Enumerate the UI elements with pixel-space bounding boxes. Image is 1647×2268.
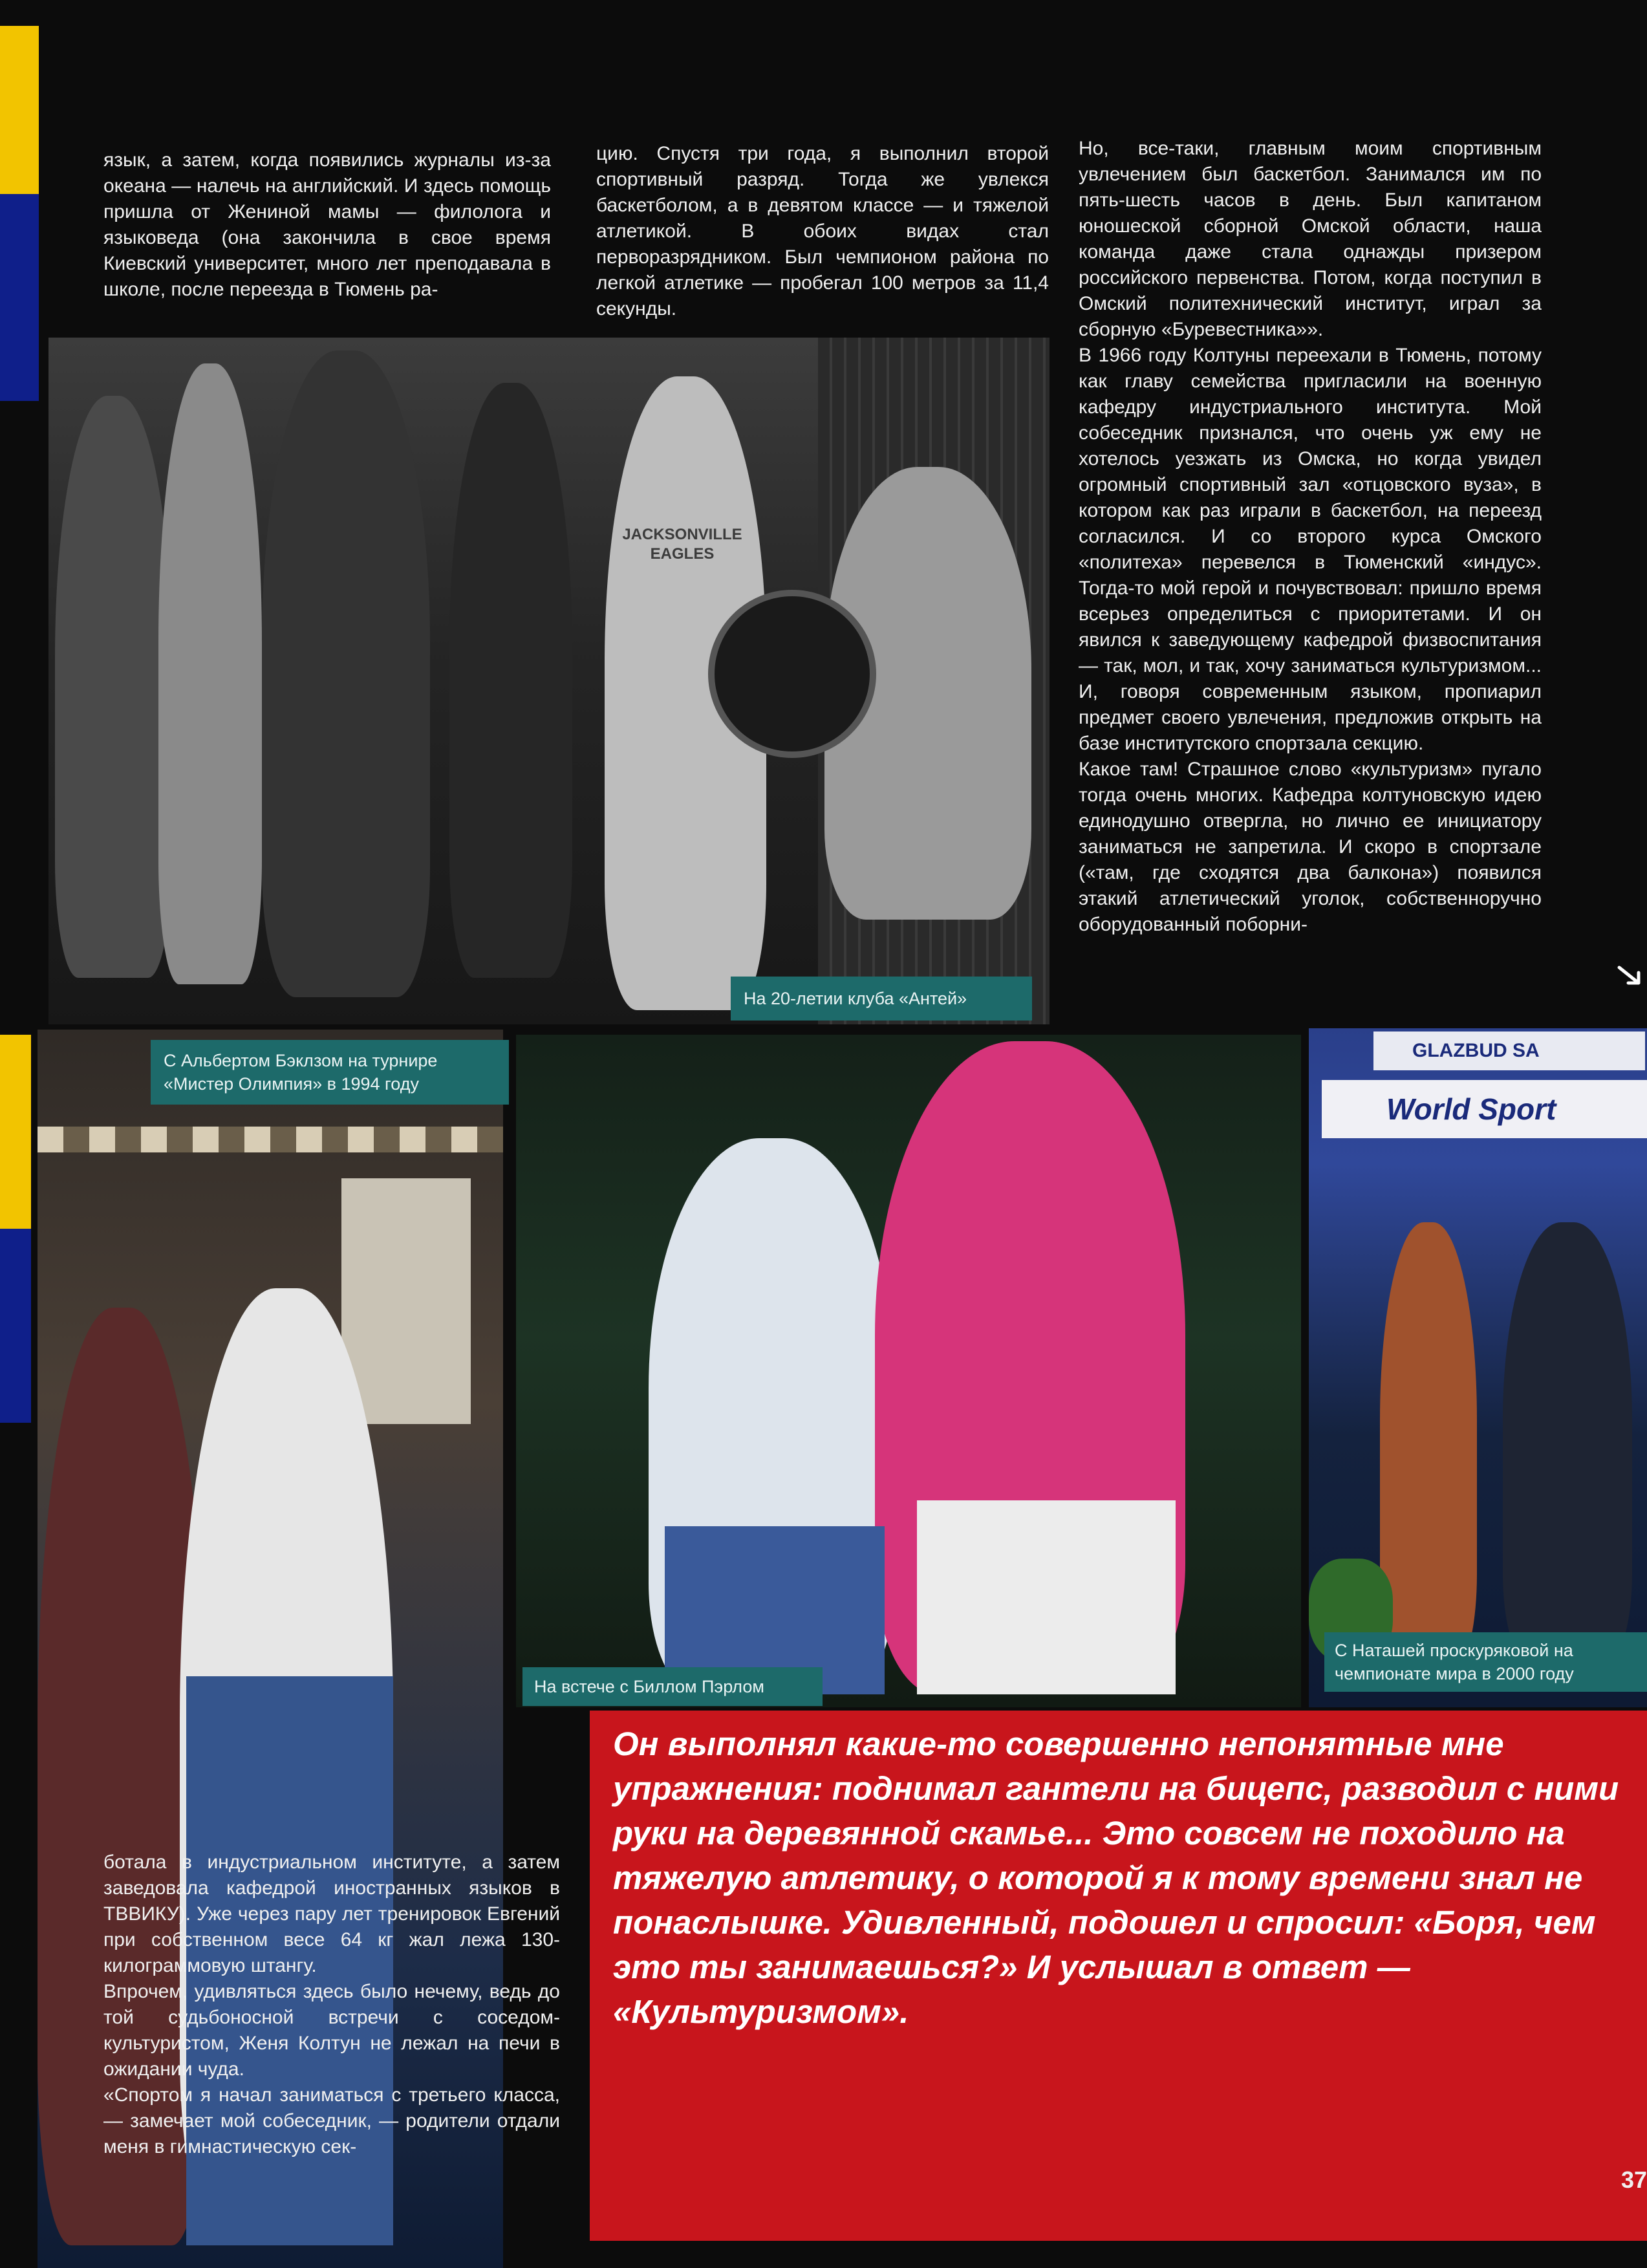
- photo-club-anniversary: [48, 338, 1050, 1024]
- paragraph: цию. Спустя три года, я выполнил второй спортивный разряд. Тогда же увлекся баскетболом, а в девятом классе — и тяжелой атлетикой. В обоих видах стал перворазрядником. Был чемпионом района по легкой атлетике — пробегал 100 метров за 11,4 секунды.: [596, 143, 1049, 319]
- person-silhouette: [55, 396, 171, 978]
- door: [341, 1178, 471, 1424]
- caption-pearl: На встече с Биллом Пэрлом: [522, 1667, 823, 1706]
- paragraph: Впрочем, удивляться здесь было нечему, ведь до той судьбоносной встречи с соседом-культуристом, Женя Колтун не лежал на печи в ожидании чуда.: [103, 1981, 560, 2080]
- paragraph: В 1966 году Колтуны переехали в Тюмень, потому как главу семейства пригласили на военную кафедру индустриального института. Мой собеседник признался, что очень уж ему не хотелось уезжать из Омска, но когда увидел огромный спортивный зал «отцовского вуза», в котором как раз играли в баскетбол, на переезд согласился. И со второго курса Омского «политеха» перевелся в Тюменский «индус». Тогда-то мой герой и почувствовал: пришло время всерьез определиться с приоритетами. И он явился к заведующему кафедрой физвоспитания — так, мол, и так, хочу заниматься культуризмом... И, говоря современным языком, пропиарил предмет своего увлечения, предложив открыть на базе институтского спортзала секцию.: [1079, 345, 1542, 754]
- page-number: 37: [1620, 2166, 1647, 2193]
- blue-stripe-lower: [0, 1229, 31, 1423]
- pull-quote: Он выполнял какие-то совершенно непонятные мне упражнения: поднимал гантели на бицепс, разводил с ними руки на деревянной скамье... Это совсем не походило на тяжелую атлетику, о которой я к тому времени знал не понаслышке. Удивленный, подошел и спросил: «Боря, чем это ты занимаешься?» И услышал в ответ — «Культуризмом».: [613, 1725, 1619, 2030]
- yellow-stripe-lower: [0, 1035, 31, 1229]
- yellow-stripe: [0, 26, 39, 194]
- paragraph: Но, все-таки, главным моим спортивным увлечением был баскетбол. Занимался им по пять-шесть часов в день. Был капитаном юношеской сборной Омской области, наша команда даже стала однажды призером российского первенства. Потом, когда поступил в Омский политехнический институт, играл за сборную «Буревестника»».: [1079, 138, 1542, 340]
- paragraph: «Спортом я начал заниматься с третьего класса, — замечает мой собеседник, — родители отдали меня в гимнастическую сек-: [103, 2084, 560, 2157]
- column-right: [1079, 136, 1542, 938]
- athlete-silhouette: [1380, 1222, 1477, 1662]
- barbell-plate: [708, 590, 876, 758]
- paragraph: язык, а затем, когда появились журналы из-за океана — налечь на английский. И здесь помощь пришла от Жениной мамы — филолога и языковеда (она закончила в свое время Киевский университет, много лет преподавала в школе, после переезда в Тюмень ра-: [103, 149, 551, 300]
- person-silhouette: [1503, 1222, 1632, 1662]
- caption-club-anniversary: На 20-летии клуба «Антей»: [731, 977, 1032, 1021]
- banner-glazbud: GLAZBUD SA: [1373, 1031, 1645, 1070]
- paragraph: Какое там! Страшное слово «культуризм» пугало тогда очень многих. Кафедра колтуновскую идею единодушно отвергла, но лично ее инициатору заниматься не запретила. И скоро в спортзале («там, где сходятся два балкона») появился этакий атлетический уголок, собственноручно оборудованный поборни-: [1079, 759, 1542, 935]
- person-silhouette: [449, 383, 572, 978]
- sweatshirt-print: JACKSONVILLE EAGLES: [622, 526, 742, 563]
- paragraph: ботала в индустриальном институте, а затем заведовала кафедрой иностранных языков в ТВВИКУ). Уже через пару лет тренировок Евгений при собственном весе 64 кг жал лежа 130-килограммовую штангу.: [103, 1852, 560, 1976]
- photo-pearl: [516, 1035, 1301, 1707]
- banner-worldsport: World Sport: [1322, 1080, 1647, 1138]
- awning: [38, 1127, 503, 1152]
- column-top-middle: [596, 141, 1049, 322]
- column-bottom-left: [103, 1850, 560, 2160]
- continue-arrow-icon: [1617, 964, 1642, 989]
- column-top-left: [103, 147, 551, 303]
- photo-proskuryakova: [1309, 1028, 1647, 1707]
- caption-proskuryakova: С Наташей проскуряковой на чемпионате мира в 2000 году: [1324, 1632, 1647, 1692]
- blue-stripe: [0, 194, 39, 401]
- white-trousers: [917, 1500, 1176, 1694]
- person-silhouette: [158, 363, 262, 984]
- person-silhouette: [262, 351, 430, 997]
- caption-beckles: С Альбертом Бэклзом на турнире «Мистер Олимпия» в 1994 году: [151, 1040, 509, 1105]
